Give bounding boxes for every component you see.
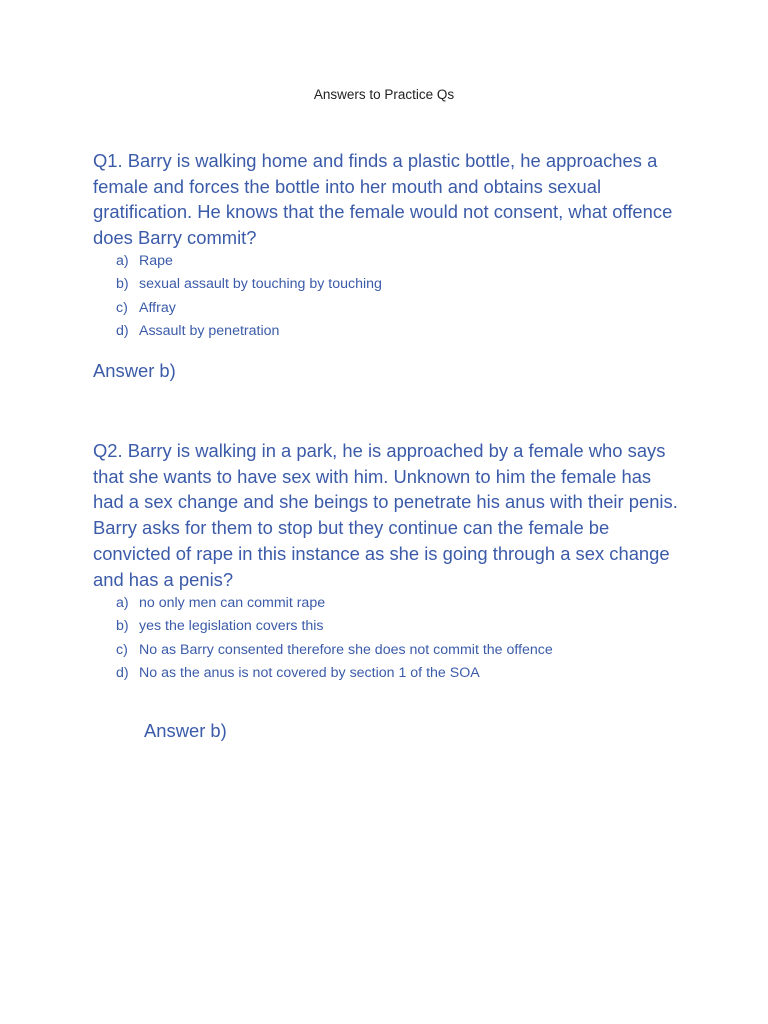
question-1-answer: Answer b) <box>93 360 176 381</box>
question-2-answer: Answer b) <box>144 720 227 741</box>
option-letter: d) <box>116 664 129 681</box>
option-letter: a) <box>116 595 129 611</box>
option-letter: c) <box>116 641 128 658</box>
option-text: Assault by penetration <box>139 322 280 339</box>
document-title: Answers to Practice Qs <box>313 87 455 102</box>
option-letter: b) <box>116 276 129 293</box>
option-text: No as the anus is not covered by section 1 of the SOA <box>139 664 480 681</box>
option-text: Affray <box>139 299 176 316</box>
option-text: yes the legislation covers this <box>139 618 324 635</box>
option-text: no only men can commit rape <box>139 595 326 611</box>
option-letter: d) <box>116 322 129 339</box>
option-letter: b) <box>116 618 129 635</box>
option-letter: a) <box>116 253 129 269</box>
option-text: No as Barry consented therefore she does not commit the offence <box>139 641 553 658</box>
question-2-text: Q2. Barry is walking in a park, he is approached by a female who says that she wants to have sex with him. Unknown to him the female has had a sex change and she beings to penetrate his anus with their penis. Barry asks for them to stop but they continue can the female be convicted of rape in this instance as she is going through a sex change and has a penis? <box>93 440 678 590</box>
question-1-text: Q1. Barry is walking home and finds a plastic bottle, he approaches a female and forces the bottle into her mouth and obtains sexual gratification. He knows that the female would not consent, what offence does Barry commit? <box>93 150 673 249</box>
option-text: Rape <box>139 253 173 269</box>
option-letter: c) <box>116 299 128 316</box>
option-text: sexual assault by touching by touching <box>139 276 382 293</box>
